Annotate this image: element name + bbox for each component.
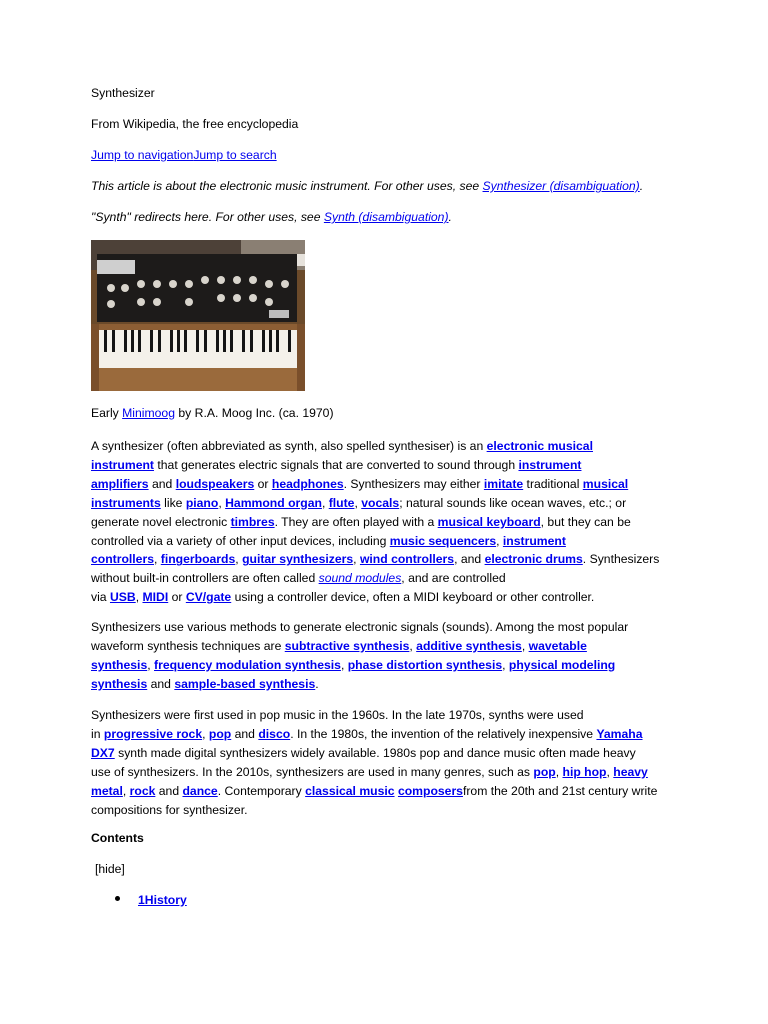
tagline: From Wikipedia, the free encyclopedia	[91, 117, 299, 131]
text: ; natural sounds like ocean waves, etc.; or	[399, 495, 627, 510]
text: that generates electric signals that are converted to sound through	[153, 457, 519, 472]
fingerboards-link[interactable]: fingerboards	[160, 552, 236, 567]
hammond-organ-link[interactable]: Hammond organ	[225, 495, 322, 510]
minimoog-illustration	[91, 240, 305, 391]
history-paragraph	[91, 706, 691, 819]
wavetable-synthesis-link[interactable]: wavetable	[528, 638, 587, 653]
hatnote-1-end: .	[639, 179, 644, 193]
text: ,	[353, 552, 360, 567]
hatnote-1-text: This article is about the electronic music instrument. For other uses, see	[91, 179, 483, 193]
musical-keyboard-link[interactable]: musical keyboard	[437, 514, 541, 529]
pop-link[interactable]: pop	[208, 726, 232, 741]
rock-link[interactable]: rock	[129, 783, 156, 798]
instrument-amplifiers-link-cont[interactable]: amplifiers	[91, 476, 149, 491]
text: ,	[218, 495, 226, 510]
text: Synthesizers were first used in pop music in the 1960s. In the late 1970s, synths were used	[91, 708, 584, 722]
text: and	[147, 676, 175, 691]
composers-link[interactable]: composers	[397, 783, 463, 798]
text: or	[168, 590, 186, 605]
jump-to-navigation-link[interactable]: Jump to navigation	[91, 148, 194, 162]
synth-disambiguation-link[interactable]: Synth (disambiguation)	[323, 210, 449, 224]
text: from the 20th and 21st century write	[462, 783, 658, 798]
text: , and are controlled	[401, 571, 506, 586]
electronic-musical-instrument-link-cont[interactable]: instrument	[91, 457, 154, 472]
progressive-rock-link[interactable]: progressive rock	[103, 726, 203, 741]
usb-link[interactable]: USB	[109, 590, 136, 605]
text: traditional	[523, 476, 583, 491]
wind-controllers-link[interactable]: wind controllers	[359, 552, 455, 567]
text: ,	[409, 638, 417, 653]
text: . They are often played with a	[274, 514, 438, 529]
text: using a controller device, often a MIDI keyboard or other controller.	[231, 590, 595, 605]
text: ,	[147, 657, 155, 672]
text: ,	[340, 657, 348, 672]
electronic-musical-instrument-link[interactable]: electronic musical	[486, 439, 593, 453]
text: . In the 1980s, the invention of the relatively inexpensive	[290, 726, 597, 741]
toc-history-link[interactable]: 1History	[138, 893, 187, 907]
hatnote-2	[91, 210, 452, 224]
text: .	[315, 676, 319, 691]
musical-instruments-link-cont[interactable]: instruments	[91, 495, 161, 510]
minimoog-link[interactable]: Minimoog	[122, 406, 175, 420]
sample-based-synthesis-link[interactable]: sample-based synthesis	[174, 676, 316, 691]
text: ,	[122, 783, 130, 798]
instrument-controllers-link[interactable]: instrument	[502, 533, 566, 548]
headphones-link[interactable]: headphones	[271, 476, 344, 491]
text: compositions for synthesizer.	[91, 802, 248, 817]
pop-genre-link[interactable]: pop	[533, 764, 556, 779]
text: and	[155, 783, 183, 798]
text: and	[231, 726, 259, 741]
vocals-link[interactable]: vocals	[361, 495, 400, 510]
yamaha-dx7-link-cont[interactable]: DX7	[91, 745, 115, 760]
caption-text: Early	[91, 406, 123, 420]
heavy-metal-link-cont[interactable]: metal	[91, 783, 123, 798]
subtractive-synthesis-link[interactable]: subtractive synthesis	[284, 638, 410, 653]
heavy-metal-link[interactable]: heavy	[613, 764, 648, 779]
instrument-controllers-link-cont[interactable]: controllers	[91, 552, 154, 567]
phase-distortion-synthesis-link[interactable]: phase distortion synthesis	[347, 657, 503, 672]
hatnote-2-end: .	[448, 210, 452, 224]
physical-modeling-synthesis-link[interactable]: physical modeling	[508, 657, 616, 672]
text: ,	[496, 533, 503, 548]
text: , but they can be	[540, 514, 631, 529]
timbres-link[interactable]: timbres	[230, 514, 275, 529]
instrument-amplifiers-link[interactable]: instrument	[518, 457, 582, 472]
text: ,	[354, 495, 362, 510]
fm-synthesis-link[interactable]: frequency modulation synthesis	[154, 657, 341, 672]
toc-item	[138, 893, 187, 907]
intro-paragraph	[91, 437, 691, 607]
sound-modules-link[interactable]: sound modules	[318, 571, 402, 586]
text: ,	[606, 764, 614, 779]
text: ,	[235, 552, 243, 567]
caption-text-end: by R.A. Moog Inc. (ca. 1970)	[175, 406, 334, 420]
disco-link[interactable]: disco	[258, 726, 291, 741]
text: ,	[521, 638, 529, 653]
dance-link[interactable]: dance	[182, 783, 218, 798]
text: . Synthesizers may either	[343, 476, 484, 491]
flute-link[interactable]: flute	[328, 495, 355, 510]
methods-paragraph	[91, 618, 691, 694]
additive-synthesis-link[interactable]: additive synthesis	[416, 638, 522, 653]
text: without built-in controllers are often called	[91, 571, 319, 586]
yamaha-dx7-link[interactable]: Yamaha	[596, 726, 643, 741]
text: generate novel electronic	[91, 514, 231, 529]
text: A synthesizer (often abbreviated as synth, also spelled synthesiser) is an	[91, 439, 487, 453]
text: in	[91, 726, 104, 741]
text: . Contemporary	[217, 783, 306, 798]
text: Synthesizers use various methods to generate electronic signals (sounds). Among the most popular	[91, 620, 629, 634]
contents-hide-toggle[interactable]: [hide]	[95, 862, 125, 876]
synthesizer-disambiguation-link[interactable]: Synthesizer (disambiguation)	[482, 179, 640, 193]
musical-instruments-link[interactable]: musical	[582, 476, 629, 491]
text: ,	[154, 552, 161, 567]
guitar-synthesizers-link[interactable]: guitar synthesizers	[242, 552, 354, 567]
text: ,	[502, 657, 509, 672]
midi-link[interactable]: MIDI	[142, 590, 169, 605]
text: use of synthesizers. In the 2010s, synthesizers are used in many genres, such as	[91, 764, 534, 779]
piano-link[interactable]: piano	[185, 495, 219, 510]
text: ,	[202, 726, 209, 741]
text: like	[160, 495, 186, 510]
figure-caption	[91, 406, 334, 420]
hatnote-1	[91, 179, 643, 193]
text: . Synthesizers	[582, 552, 660, 567]
hatnote-2-text: "Synth" redirects here. For other uses, see	[91, 210, 324, 224]
wavetable-synthesis-link-cont[interactable]: synthesis	[91, 657, 148, 672]
classical-music-link[interactable]: classical music	[305, 783, 395, 798]
text: waveform synthesis techniques are	[91, 638, 285, 653]
imitate-link[interactable]: imitate	[483, 476, 524, 491]
contents-heading: Contents	[91, 831, 144, 845]
text: ,	[321, 495, 329, 510]
text: controlled via a variety of other input devices, including	[91, 533, 390, 548]
page-title: Synthesizer	[91, 86, 155, 100]
text: , and	[454, 552, 485, 567]
loudspeakers-link[interactable]: loudspeakers	[175, 476, 255, 491]
text: synth made digital synthesizers widely available. 1980s pop and dance music often made heavy	[114, 745, 636, 760]
music-sequencers-link[interactable]: music sequencers	[389, 533, 497, 548]
text: ,	[555, 764, 563, 779]
cv-gate-link[interactable]: CV/gate	[185, 590, 232, 605]
minimoog-photo[interactable]	[91, 240, 305, 391]
electronic-drums-link[interactable]: electronic drums	[484, 552, 583, 567]
bullet-icon	[115, 896, 120, 901]
text: or	[254, 476, 272, 491]
hip-hop-link[interactable]: hip hop	[562, 764, 607, 779]
text: ,	[135, 590, 143, 605]
jump-to-search-link[interactable]: Jump to search	[193, 148, 277, 162]
text: and	[148, 476, 176, 491]
jump-links	[91, 148, 277, 162]
physical-modeling-synthesis-link-cont[interactable]: synthesis	[91, 676, 148, 691]
text: via	[91, 590, 110, 605]
